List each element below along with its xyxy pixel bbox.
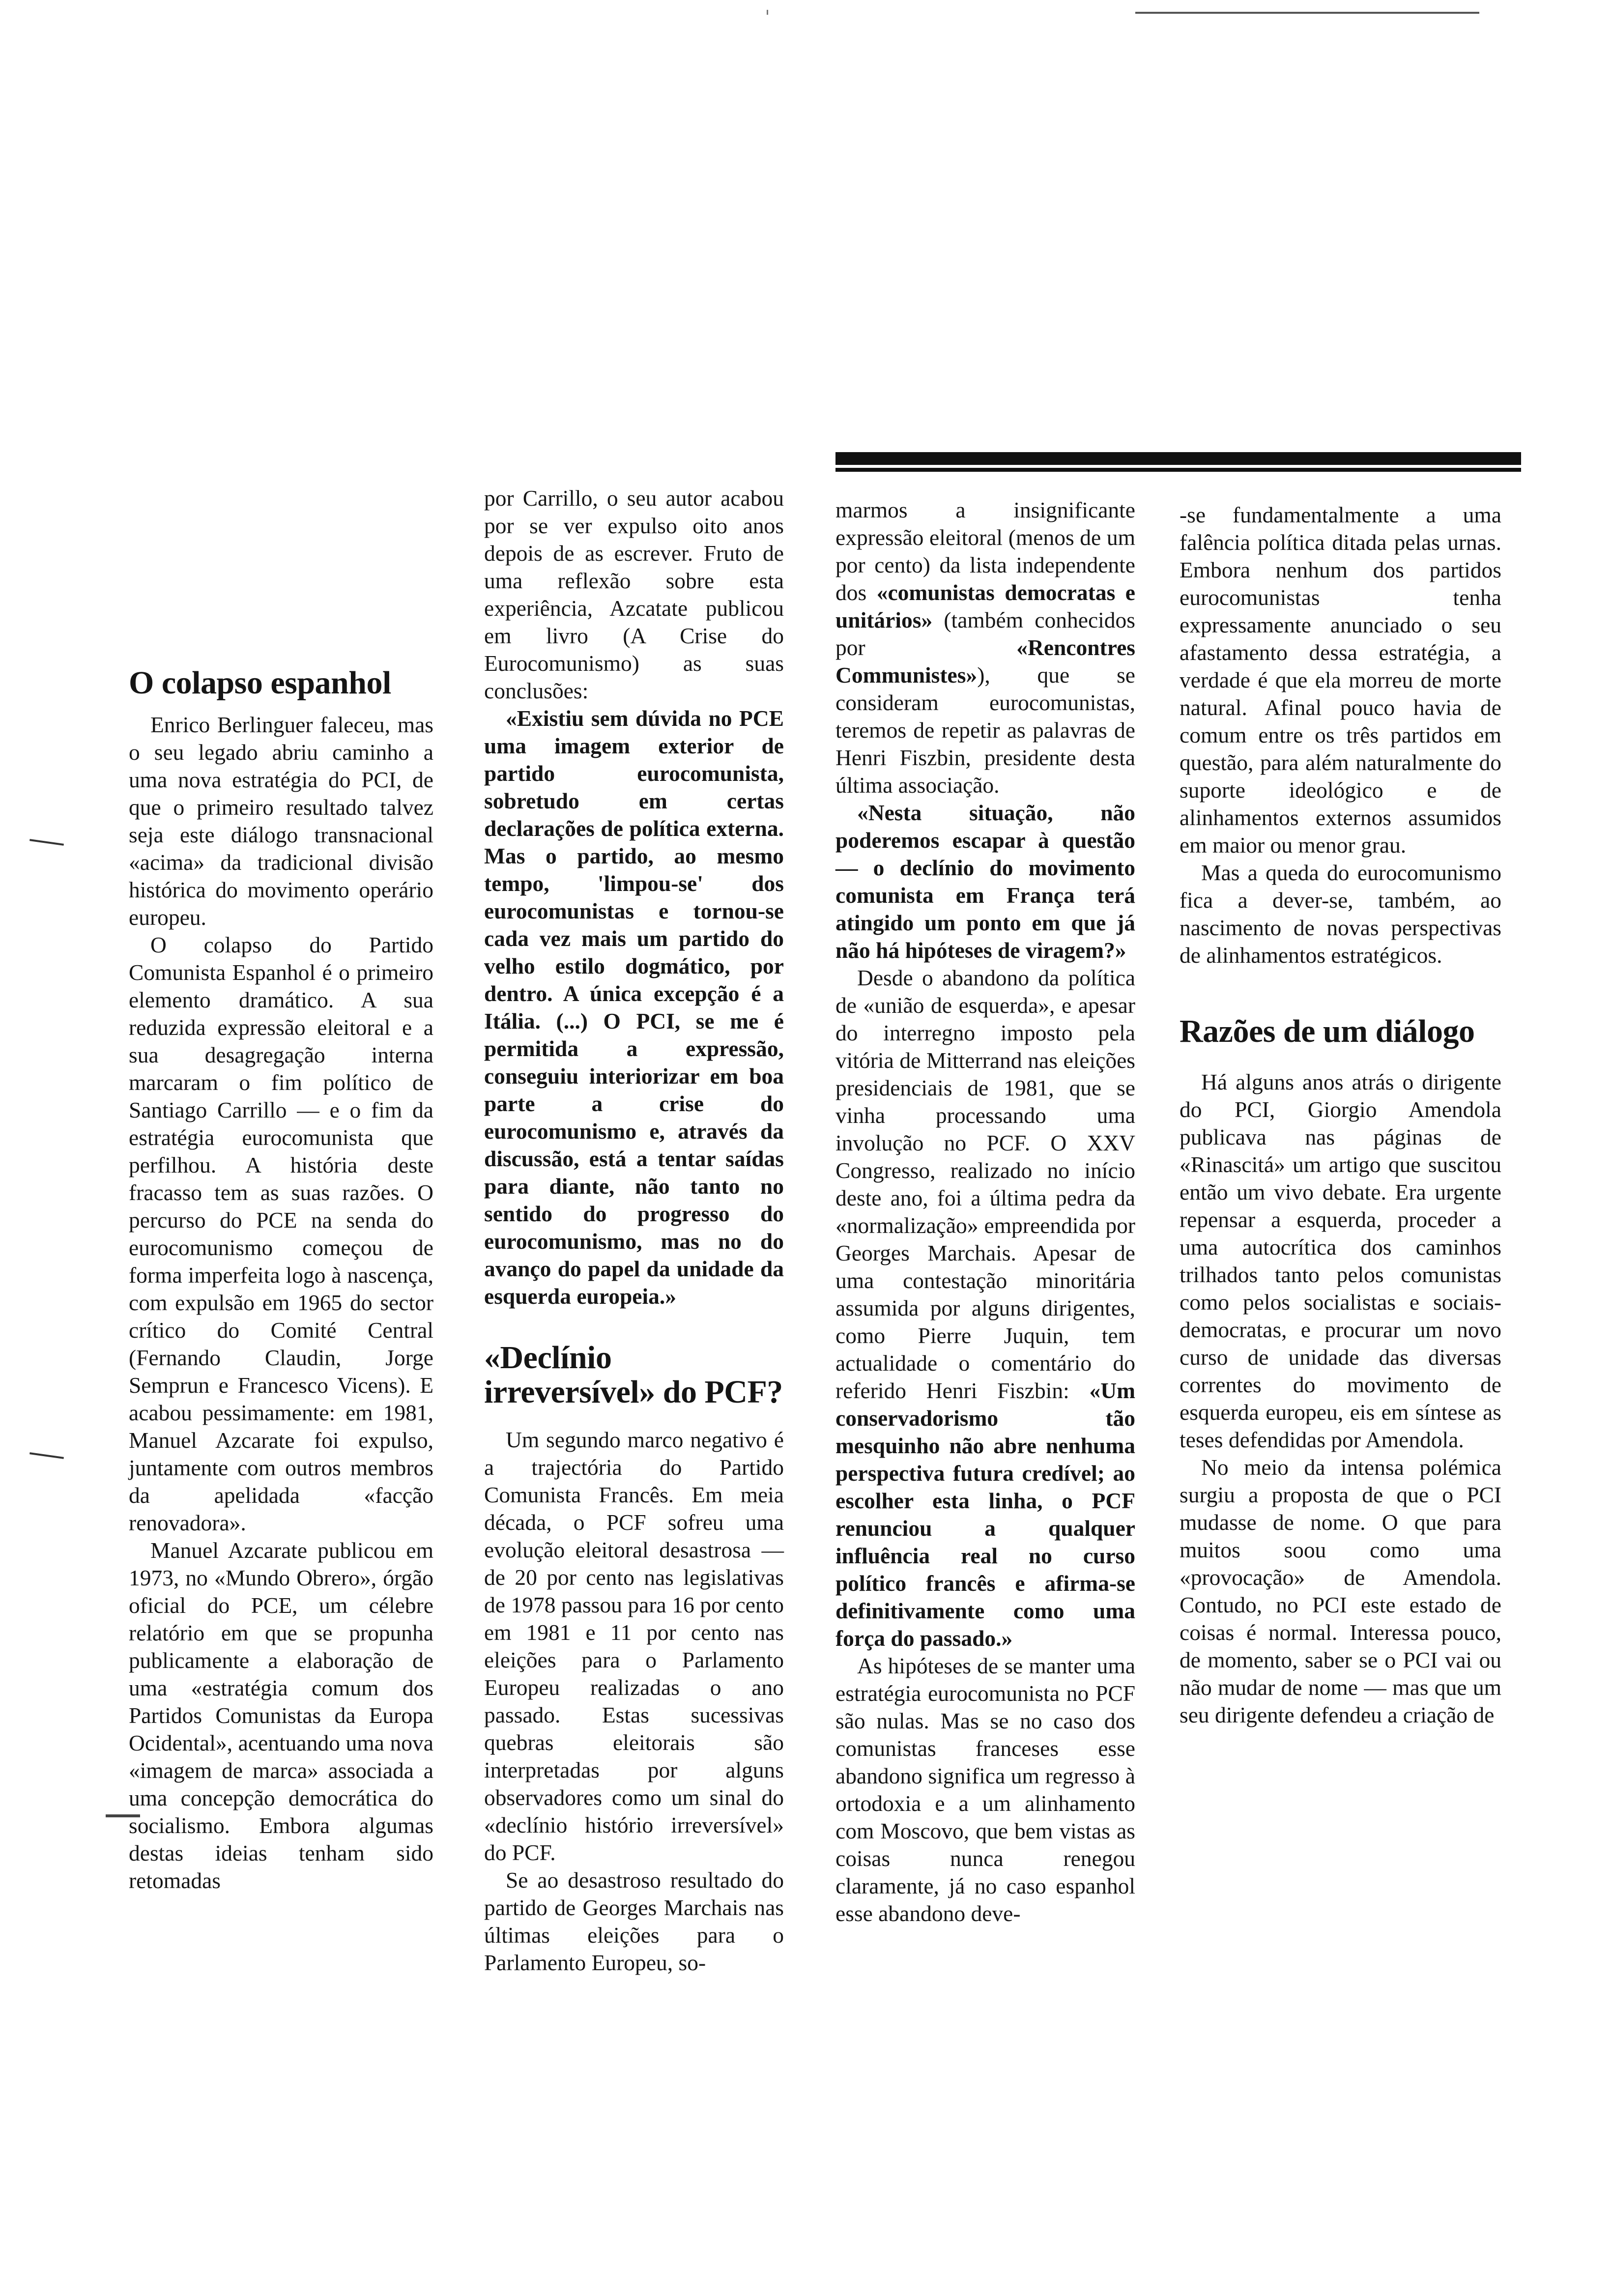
paragraph: por Carrillo, o seu autor acabou por se ver expulso oito anos depois de as escrever. Fruto de uma reflexão sobre esta experiência, Azcatate publicou em livro (A Crise do Eurocomunismo) as suas conclusões: <box>484 486 784 703</box>
heading-colapso-espanhol: O colapso espanhol <box>129 665 391 701</box>
text-run: marmos a insignificante expressão eleitoral (menos de um por cento) da lista independente dos <box>835 497 1135 605</box>
text-run: Desde o abandono da política de «união de esquerda», e apesar do interregno imposto pela vitória de Mitterrand nas eleições presidenciais de 1981, que se vinha processando uma involução no PCF. O XXV Congresso, realizado no início deste ano, foi a última pedra da «normalização» empreendida por Georges Marchais. Apesar de uma contestação minoritária assumida por alguns dirigentes, como Pierre Juquin, tem actualidade o comentário do referido Henri Fiszbin: <box>835 965 1135 1403</box>
section-heavy-rule <box>835 452 1521 468</box>
text-run-bold: «comunistas democratas e unitários» <box>835 580 1135 632</box>
heading-razoes-de-um-dialogo: Razões de um diálogo <box>1180 1013 1475 1049</box>
quote-fiszbin-1 <box>835 799 1135 964</box>
heading-declinio-irreversivel: «Declínio irreversível» do PCF? <box>484 1340 783 1410</box>
paragraph: Enrico Berlinguer faleceu, mas o seu legado abriu caminho a uma nova estratégia do PCI, de que o primeiro resultado talvez seja este diálogo transnacional «acima» da tradicional divisão histórica do movimento operário europeu. <box>129 712 433 930</box>
paragraph: -se fundamentalmente a uma falência política ditada pelas urnas. Embora nenhum dos partidos eurocomunistas tenha expressamente anunciado o seu afastamento dessa estratégia, a verdade é que ela morreu de morte natural. Afinal pouco havia de comum entre os três partidos em questão, para além naturalmente do suporte ideológico e de alinhamentos externos assumidos em maior ou menor grau. <box>1180 502 1501 858</box>
paragraph <box>835 496 1135 799</box>
text-run: (também conhecidos por <box>835 607 1135 660</box>
text-run: ), que se consideram eurocomunistas, teremos de repetir as palavras de Henri Fiszbin, presidente desta última associação. <box>835 662 1135 798</box>
quote-text: «Nesta situação, não poderemos escapar à questão — o declínio do movimento comunista em França terá atingido um ponto em que já não há hipóteses de viragem?» <box>835 800 1135 963</box>
paragraph <box>835 964 1135 1652</box>
paragraph: O colapso do Partido Comunista Espanhol é o primeiro elemento dramático. A sua reduzida expressão eleitoral e a sua desagregação interna marcaram o fim político de Santiago Carrillo — e o fim da estratégia eurocomunista que perfilhou. A história deste fracasso tem as suas razões. O percurso do PCE na senda do eurocomunismo começou de forma imperfeita logo à nascença, com expulsão em 1965 do sector crítico do Comité Central (Fernando Claudin, Jorge Semprun e Francesco Vicens). E acabou pessimamente: em 1981, Manuel Azcarate foi expulso, juntamente com outros membros da apelidada «facção renovadora». <box>129 932 433 1535</box>
quote-text: «Um conservadorismo tão mesquinho não abre nenhuma perspectiva futura credível; ao escolher esta linha, o PCF renunciou a qualquer influência real no curso político francês e afirma-se definitivamente como uma força do passado.» <box>835 1378 1135 1651</box>
column-3 <box>835 496 1135 1927</box>
top-edge-rule <box>1135 12 1479 14</box>
paragraph: Manuel Azcarate publicou em 1973, no «Mundo Obrero», órgão oficial do PCE, um célebre relatório em que se propunha publicamente a elaboração de uma «estratégia comum dos Partidos Comunistas da Europa Ocidental», acentuando uma nova «imagem de marca» associada a uma concepção democrática do socialismo. Embora algumas destas ideias tenham sido retomadas <box>129 1538 433 1893</box>
scan-margin-mark <box>29 839 64 846</box>
quote-azcarate <box>484 705 784 1310</box>
paragraph: Se ao desastroso resultado do partido de Georges Marchais nas últimas eleições para o Parlamento Europeu, so- <box>484 1867 784 1975</box>
column-2 <box>484 485 784 1977</box>
paragraph: Mas a queda do eurocomunismo fica a dever-se, também, ao nascimento de novas perspectivas de alinhamentos estratégicos. <box>1180 860 1501 968</box>
column-4 <box>1180 501 1501 1729</box>
column-1 <box>129 666 433 1894</box>
text-run-bold: «Rencontres Communistes» <box>835 635 1135 688</box>
paragraph: As hipóteses de se manter uma estratégia eurocomunista no PCF são nulas. Mas se no caso dos comunistas franceses esse abandono significa um regresso à ortodoxia e a um alinhamento com Moscovo, que bem vistas as coisas nunca renegou claramente, já no caso espanhol esse abandono deve- <box>835 1653 1135 1926</box>
top-edge-tick <box>767 10 768 15</box>
paragraph: No meio da intensa polémica surgiu a proposta de que o PCI mudasse de nome. O que para muitos soou como uma «provocação» de Amendola. Contudo, no PCI este estado de coisas é normal. Interessa pouco, de momento, saber se o PCI vai ou não mudar de nome — mas que um seu dirigente defendeu a criação de <box>1180 1455 1501 1727</box>
paragraph: Há alguns anos atrás o dirigente do PCI, Giorgio Amendola publicava nas páginas de «Rinascitá» um artigo que suscitou então um vivo debate. Era urgente repensar a esquerda, proceder a uma autocrítica dos caminhos trilhados tanto pelos comunistas como pelos socialistas e sociais-democratas, e procurar um novo curso de unidade das diversas correntes do movimento de esquerda europeu, eis em síntese as teses defendidas por Amendola. <box>1180 1069 1501 1452</box>
quote-text: «Existiu sem dúvida no PCE uma imagem exterior de partido eurocomunista, sobretudo em certas declarações de política externa. Mas o partido, ao mesmo tempo, 'limpou-se' dos eurocomunistas e tornou-se cada vez mais um partido do velho estilo dogmático, por dentro. A única excepção é a Itália. (...) O PCI, se me é permitida a expressão, conseguiu interiorizar em boa parte a crise do eurocomunismo e, através da discussão, está a tentar saídas para diante, não tanto no sentido do progresso do eurocomunismo, mas no do avanço do papel da unidade da esquerda europeia.» <box>484 706 784 1309</box>
paragraph: Um segundo marco negativo é a trajectória do Partido Comunista Francês. Em meia década, o PCF sofreu uma evolução eleitoral desastrosa — de 20 por cento nas legislativas de 1978 passou para 16 por cento em 1981 e 11 por cento nas eleições para o Parlamento Europeu realizadas o ano passado. Estas sucessivas quebras eleitorais são interpretadas por alguns observadores como um sinal do «declínio histório irreversível» do PCF. <box>484 1427 784 1865</box>
scan-margin-mark <box>29 1452 64 1459</box>
